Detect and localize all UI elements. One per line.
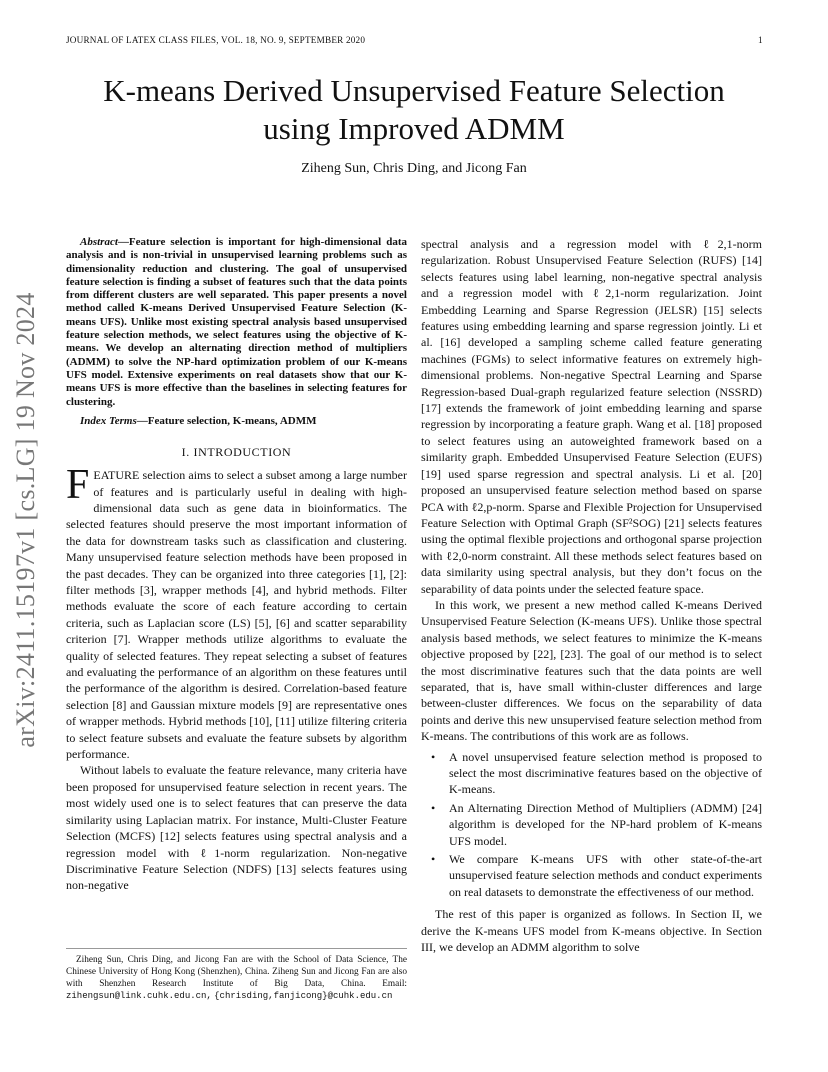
footnote-email-1: zihengsun@link.cuhk.edu.cn,: [66, 991, 212, 1001]
running-header: JOURNAL OF LATEX CLASS FILES, VOL. 18, NO. 9, SEPTEMBER 2020: [66, 35, 366, 45]
paper-title: K-means Derived Unsupervised Feature Selection using Improved ADMM: [103, 73, 725, 146]
list-item: • An Alternating Direction Method of Multipliers (ADMM) [24] algorithm is developed for the NP-hard problem of K-means UFS model.: [421, 800, 762, 849]
abstract-label: Abstract: [80, 236, 118, 248]
right-paragraph-3: The rest of this paper is organized as follows. In Section II, we derive the K-means UFS model from K-means objective. In Section III, we develop an ADMM algorithm to solve: [421, 907, 762, 955]
list-item: • We compare K-means UFS with other state-of-the-art unsupervised feature selection methods and conduct experiments on real datasets to demonstrate the effectiveness of our method.: [421, 851, 762, 900]
index-terms-label: Index Terms: [80, 414, 137, 427]
arxiv-stamp-text: arXiv:2411.15197v1 [cs.LG] 19 Nov 2024: [11, 292, 40, 748]
intro-paragraph-1: [66, 462, 407, 762]
page-number: 1: [758, 35, 763, 45]
abstract: [66, 236, 407, 409]
right-paragraph-1: spectral analysis and a regression model with ℓ2,1-norm regularization. Robust Unsupervised Feature Selection (RUFS) [14] selects features using label learning, non-negative spectral analysis and a regression model with ℓ2,1-norm regularization. Joint Embedding Learning and Sparse Regression (JELSR) [15] selects features using embedding learning and sparse regression jointly. Li et al. [16] developed a sampling scheme called feature generating machines (FGMs) to select informative features on extremely high-dimensional problems. Non-negative Spectral Learning and Sparse Regression-based Dual-graph regularized feature selection (NSSRD) [17] extends the framework of joint embedding learning and sparse regression by incorporating a feature graph. Wang et al. [18] proposed to select features using an autoweighted framework based on a similarity graph. Embedded Unsupervised Feature Selection (EUFS) [19] used sparse regression and spectral analysis. Li et al. [20] proposed an unsupervised feature selection method based on sparse PCA with ℓ2,p-norm. Sparse and Flexible Projection for Unsupervised Feature Selection with Optimal Graph (SF²SOG) [21] selects features using the optimal flexible projections and orthogonal sparse projection with ℓ2,0-norm constraint. All these methods select features based on data similarity using spectral analysis, but they don’t focus on the separability of data points under the selected feature space.: [421, 237, 762, 596]
list-item: • A novel unsupervised feature selection method is proposed to select the most discriminative features based on the objective of K-means.: [421, 749, 762, 798]
footnote-body: Ziheng Sun, Chris Ding, and Jicong Fan are with the School of Data Science, The Chinese University of Hong Kong (Shenzhen), China. Ziheng Sun and Jicong Fan are also with Shenzhen Research Institute of Big Data, China. Email:: [66, 955, 407, 989]
drop-cap: F: [66, 462, 90, 509]
footnote-email-2: {chrisding,fanjicong}@cuhk.edu.cn: [214, 991, 393, 1001]
right-column: [421, 236, 762, 955]
left-column: [66, 236, 407, 894]
contributions-list: [421, 749, 762, 901]
paper-authors: Ziheng Sun, Chris Ding, and Jicong Fan: [301, 161, 527, 176]
section-heading-introduction: I. INTRODUCTION: [181, 445, 292, 460]
index-terms: [66, 415, 407, 428]
intro-paragraph-2: Without labels to evaluate the feature relevance, many criteria have been proposed for unsupervised feature selection in recent years. The most widely used one is to select features that can preserve the data similarity using Laplacian matrix. For instance, Multi-Cluster Feature Selection (MCFS) [12] selects features using spectral analysis and a regression model with ℓ1-norm regularization. Non-negative Discriminative Feature Selection (NDFS) [13] selects features using non-negative: [66, 763, 407, 893]
author-footnote: [66, 948, 407, 1002]
abstract-text: —Feature selection is important for high-dimensional data analysis and is non-trivial in unsupervised learning problems such as dimensionality reduction and clustering. The goal of unsupervised feature selection is finding a subset of features such that the data points from different clusters are well separated. This paper presents a novel method called K-means Derived Unsupervised Feature Selection (K-means UFS). Unlike most existing spectral analysis based unsupervised feature selection methods, we select features using the objective of K-means. We develop an alternating direction method of multipliers (ADMM) to solve the NP-hard optimization problem of our K-means UFS model. Extensive experiments on real datasets show that our K-means UFS is more effective than the baselines in selecting features for clustering.: [66, 236, 407, 408]
index-terms-text: —Feature selection, K-means, ADMM: [136, 414, 317, 427]
footnote-text: [66, 954, 407, 1002]
arxiv-stamp: [4, 280, 48, 760]
intro-paragraph-1-text: EATURE selection aims to select a subset among a large number of features and is particularly useful in dealing with high-dimensional data such as gene data in bioinformatics. The selected features should preserve the most important information of the data for downstream tasks such as classification and clustering. Many unsupervised feature selection methods have been proposed in the past decades. They can be organized into three categories [1], [2]: filter methods [3], wrapper methods [4], and hybrid methods. Filter methods evaluate the score of each feature according to certain criteria, such as Laplacian score (LS) [5], [6] and scatter separability criterion [7]. Wrapper methods utilize algorithms to evaluate the quality of selected features. They repeat selecting a subset of features and evaluating the performance of an algorithm on these features until the performance of the algorithm is desired. Correlation-based feature selection [8] and Gaussian mixture models [9] are representative ones of wrapper methods. Hybrid methods [10], [11] utilize filtering criteria to select feature subsets and evaluate the feature subsets by algorithm performance.: [66, 468, 407, 762]
right-paragraph-2: In this work, we present a new method called K-means Derived Unsupervised Feature Selection (K-means UFS). Unlike those spectral analysis based methods, we select features to minimize the K-means objective proposed by [22], [23]. The goal of our method is to select the most discriminative features such that the data points are well separated, that is, have small within-cluster differences and large between-cluster differences. We focus on the separability of data points and derive this new unsupervised feature selection method from K-means. The contributions of this work are as follows.: [421, 597, 762, 744]
